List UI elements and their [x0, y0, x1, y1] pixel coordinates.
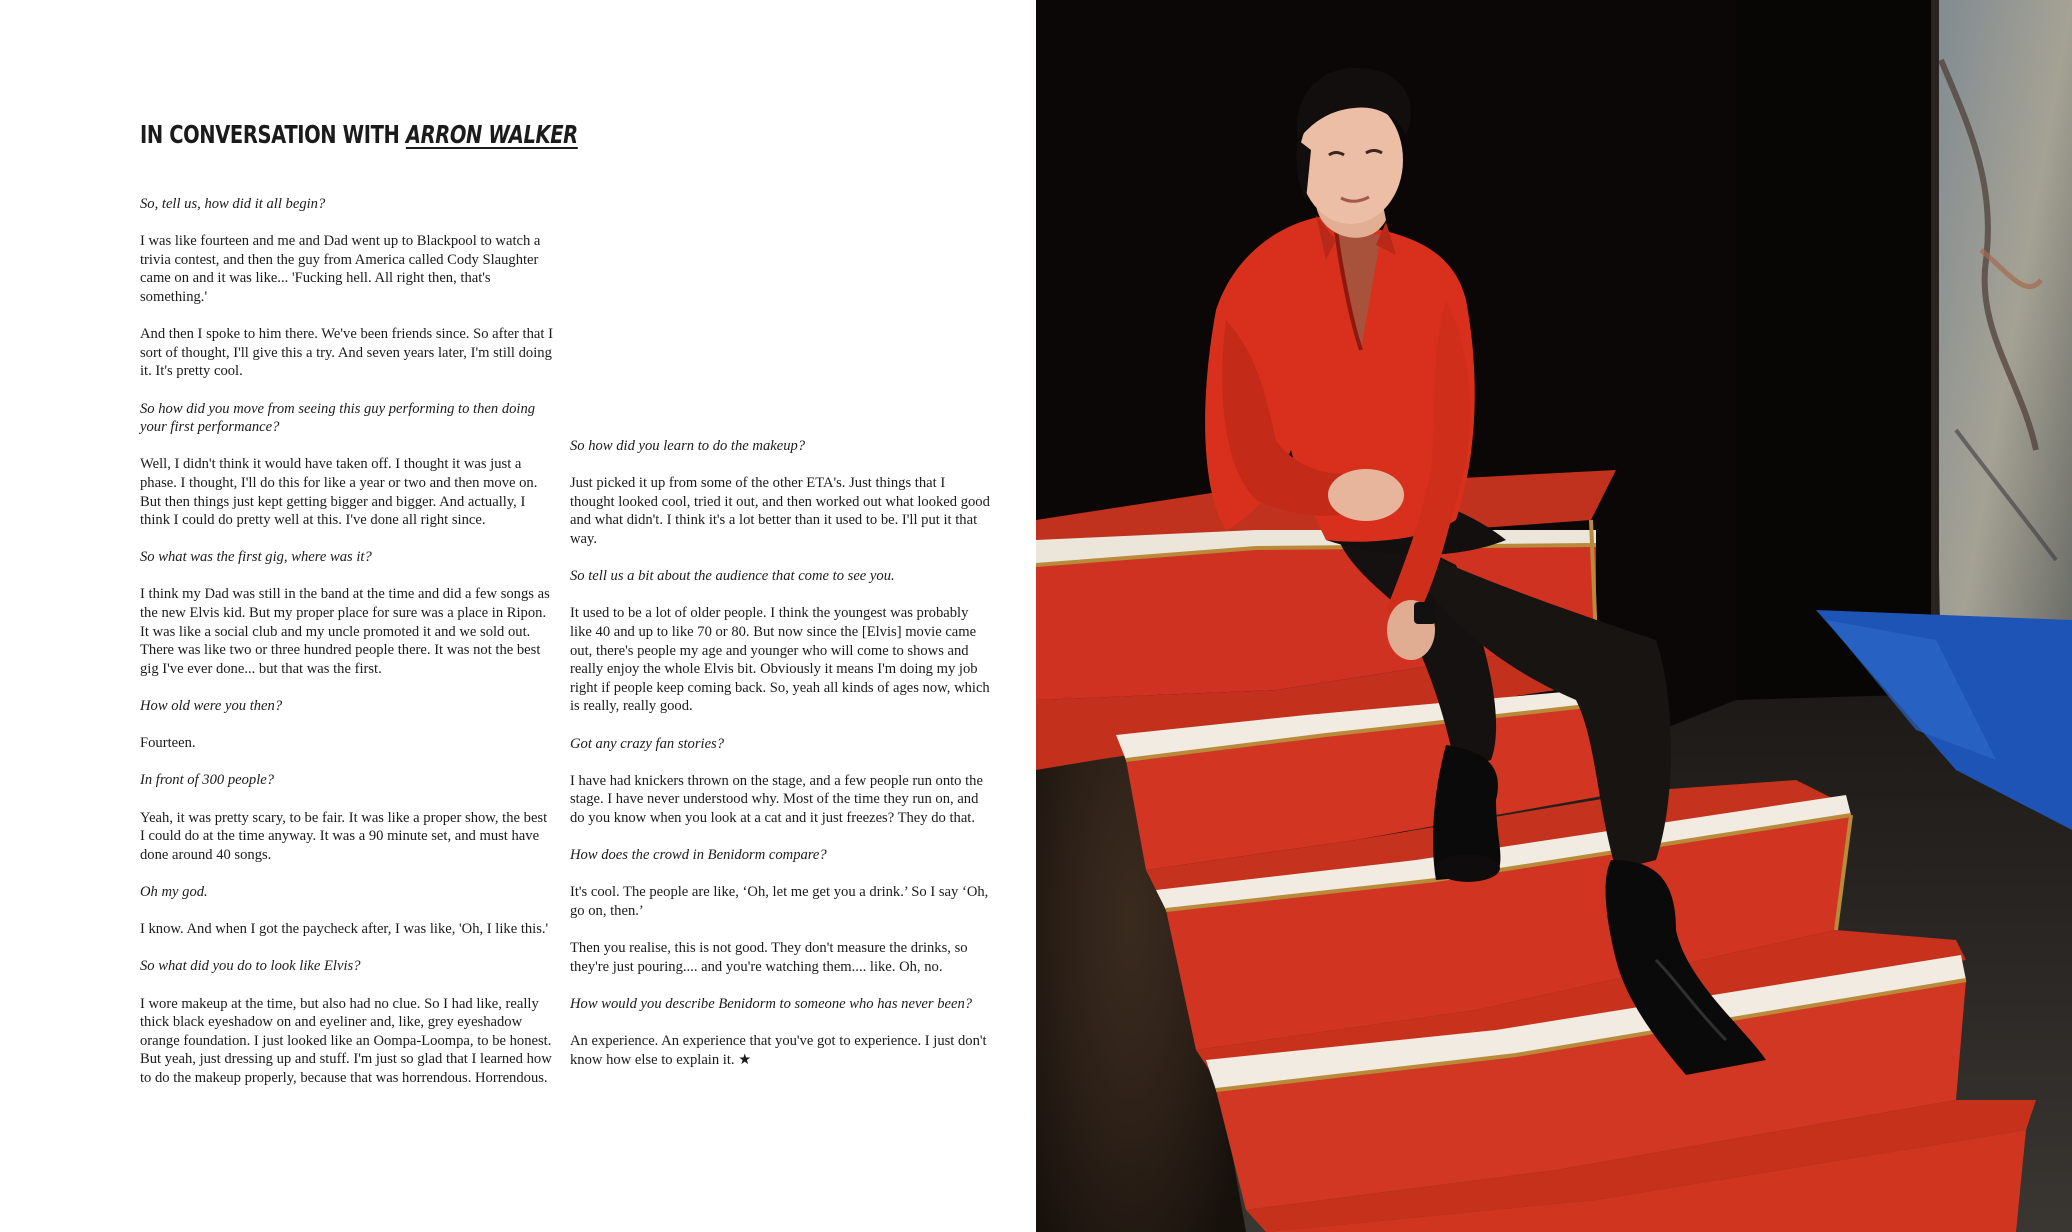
interview-question: In front of 300 people?: [140, 772, 275, 789]
interview-question: How does the crowd in Benidorm compare?: [570, 847, 827, 864]
interview-answer: I know. And when I got the paycheck after, I was like, 'Oh, I like this.': [140, 921, 549, 938]
headline-prefix: IN CONVERSATION WITH: [140, 120, 400, 149]
wristwatch: [1414, 602, 1436, 624]
interview-question: How old were you then?: [140, 698, 283, 715]
interview-column-2: [570, 437, 990, 1088]
left-hand: [1328, 469, 1404, 521]
end-mark-star: ★: [734, 1051, 752, 1068]
interview-answer: Then you realise, this is not good. They don't measure the drinks, so they're just pouring.... and you're watching them.... like. Oh, no.: [570, 940, 968, 975]
interview-question: Got any crazy fan stories?: [570, 735, 725, 752]
article-headline: [140, 120, 578, 149]
interview-answer: I wore makeup at the time, but also had no clue. So I had like, really thick black eyeshadow on and eyeliner and, like, grey eyeshadow orange foundation. I just looked like an Oompa-Loompa, to be honest. But yeah, just dressing up and stuff. I'm just so glad that I learned how to do the makeup properly, because that was horrendous. Horrendous.: [140, 995, 552, 1086]
interview-column-1: [140, 195, 555, 1106]
interview-answer: I was like fourteen and me and Dad went up to Blackpool to watch a trivia contest, and then the guy from America called Cody Slaughter came on and it was like... 'Fucking hell. All right then, that's something.': [140, 233, 541, 305]
interview-answer: Fourteen.: [140, 735, 196, 752]
interview-question: So how did you learn to do the makeup?: [570, 438, 806, 454]
headline-name: ARRON WALKER: [405, 120, 578, 149]
interview-answer: Yeah, it was pretty scary, to be fair. It was like a proper show, the best I could do at the time anyway. It was a 90 minute set, and must have done around 40 songs.: [140, 809, 548, 863]
interview-question: So tell us a bit about the audience that come to see you.: [570, 568, 895, 585]
interview-question: So, tell us, how did it all begin?: [140, 196, 326, 212]
interview-question: So what did you do to look like Elvis?: [140, 958, 361, 975]
interview-question: Oh my god.: [140, 883, 208, 900]
interview-answer: I think my Dad was still in the band at the time and did a few songs as the new Elvis kid. But my proper place for sure was a place in Ripon. It was like a social club and my uncle promoted it and we sold out. There was like two or three hundred people there. It was not the best gig I've ever done... but that was the first.: [140, 586, 550, 677]
photo-illustration: [1036, 0, 2072, 1232]
interview-answer: Well, I didn't think it would have taken off. I thought it was just a phase. I thought, I'll do this for like a year or two and then move on. But then things just kept getting bigger and bigger. And actually, I think I could do pretty well at this. I've done all right since.: [140, 456, 538, 529]
interview-answer: And then I spoke to him there. We've been friends since. So after that I sort of thought, I'll give this a try. And seven years later, I'm still doing it. It's pretty cool.: [140, 326, 553, 380]
interview-question: How would you describe Benidorm to someone who has never been?: [570, 995, 973, 1012]
portrait-photo: [1036, 0, 2072, 1232]
interview-answer: Just picked it up from some of the other ETA's. Just things that I thought looked cool, tried it out, and then worked out what looked good and what didn't. I think it's a lot better than it used to be. I'll put it that way.: [570, 475, 990, 547]
interview-answer: It's cool. The people are like, ‘Oh, let me get you a drink.’ So I say ‘Oh, go on, then.’: [570, 884, 989, 919]
interview-answer: An experience. An experience that you've got to experience. I just don't know how else to explain it. ★: [570, 1033, 987, 1068]
interview-question: So how did you move from seeing this guy performing to then doing your first performance?: [140, 400, 536, 436]
interview-answer: I have had knickers thrown on the stage, and a few people run onto the stage. I have never understood why. Most of the time they run on, and do you know when you look at a cat and it just freezes? They do that.: [570, 772, 983, 826]
interview-answer: It used to be a lot of older people. I think the youngest was probably like 40 and up to like 70 or 80. But now since the [Elvis] movie came out, there's people my age and younger who will come to shows and really enjoy the whole Elvis bit. Obviously it means I'm doing my job right if people keep coming back. So, yeah all kinds of ages now, which is really, really good.: [570, 605, 990, 715]
interview-question: So what was the first gig, where was it?: [140, 549, 372, 566]
